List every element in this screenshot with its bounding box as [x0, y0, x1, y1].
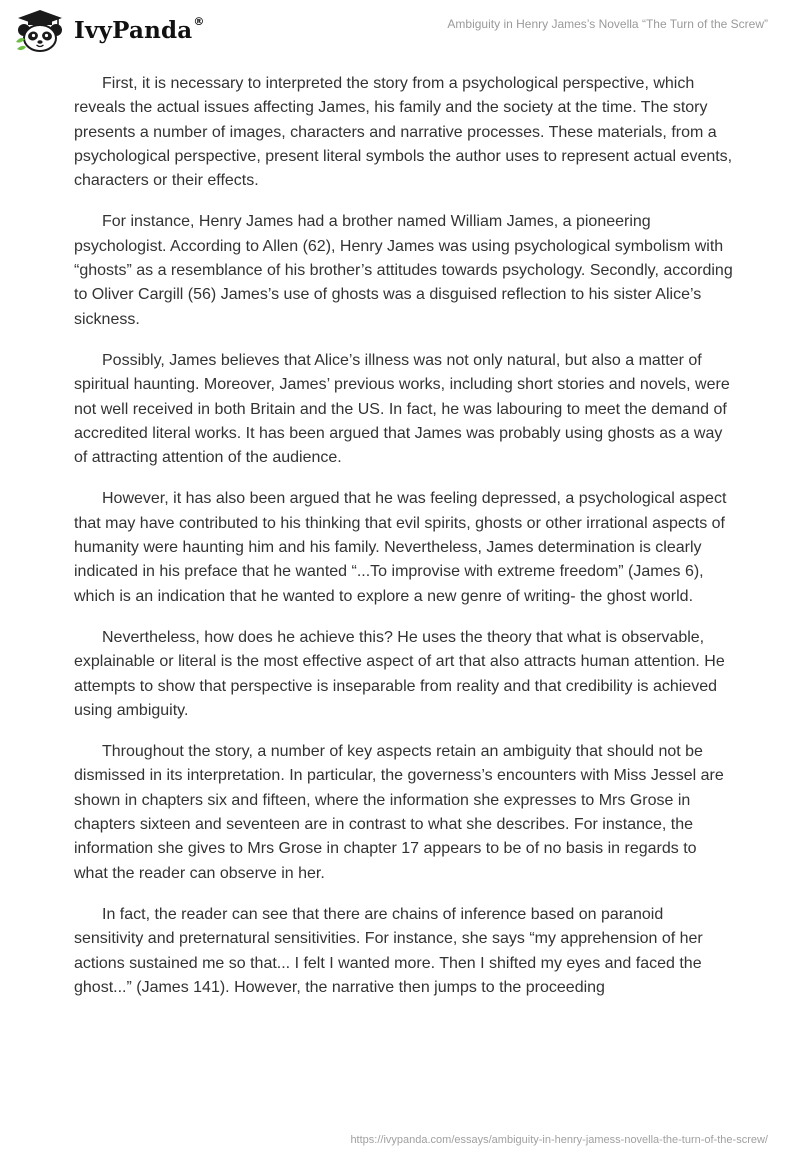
brand-name: IvyPanda® [74, 14, 205, 44]
document-title: Ambiguity in Henry James’s Novella “The Turn of the Screw” [447, 17, 768, 31]
paragraph: For instance, Henry James had a brother named William James, a pioneering psychologist. According to Allen (62), Henry James was using psychological symbolism with “ghosts” as a resemblance of his brother’s attitudes towards psychology. Secondly, according to Oliver Cargill (56) James’s use of ghosts was a disguised reflection to his sister Alice’s sickness. [74, 213, 733, 328]
registered-mark: ® [193, 14, 205, 28]
paragraph: However, it has also been argued that he was feeling depressed, a psychological aspect that may have contributed to his thinking that evil spirits, ghosts or other irrational aspects of humanity were haunting him and his family. Nevertheless, James determination is clearly indicated in his preface that he wanted “...To improvise with extreme freedom” (James 6), which is an indication that he wanted to explore a new genre of writing- the ghost world. [74, 490, 727, 605]
paragraph: In fact, the reader can see that there are chains of inference based on paranoid sensitivity and preternatural sensitivities. For instance, she says “my apprehension of her actions sustained me so that... I felt I wanted more. Then I shifted my eyes and faced the ghost...” (James 141). However, the narrative then jumps to the proceeding [74, 905, 703, 996]
paragraph: Possibly, James believes that Alice’s illness was not only natural, but also a matter of spiritual haunting. Moreover, James’ previous works, including short stories and novels, were not well received in both Britain and the US. In fact, he was labouring to meet the demand of accredited literal works. It has been argued that James was probably using ghosts as a way of attracting attention of the audience. [74, 351, 730, 467]
paragraph: First, it is necessary to interpreted the story from a psychological perspective, which reveals the actual issues affecting James, his family and the society at the time. The story presents a number of images, characters and narrative processes. These materials, from a psychological perspective, present literal symbols the author uses to represent actual events, characters or their effects. [74, 75, 733, 190]
paragraph: Throughout the story, a number of key aspects retain an ambiguity that should not be dismissed in its interpretation. In particular, the governess’s encounters with Miss Jessel are shown in chapters six and fifteen, where the information she expresses to Mrs Grose in chapters sixteen and seventeen are in contrast to what she describes. For instance, the information she gives to Mrs Grose in chapter 17 appears to be of no basis in regards to what the reader can observe in her. [74, 743, 724, 882]
paragraph: Nevertheless, how does he achieve this? He uses the theory that what is observable, explainable or literal is the most effective aspect of art that also attracts human attention. He attempts to show that perspective is inseparable from reality and that credibility is achieved using ambiguity. [74, 628, 725, 719]
page-header [0, 0, 800, 70]
brand-logo[interactable] [14, 8, 205, 54]
essay-body [74, 72, 734, 1017]
source-url[interactable]: https://ivypanda.com/essays/ambiguity-in-henry-jamess-novella-the-turn-of-the-screw/ [350, 1134, 768, 1146]
panda-graduate-icon [14, 8, 66, 54]
